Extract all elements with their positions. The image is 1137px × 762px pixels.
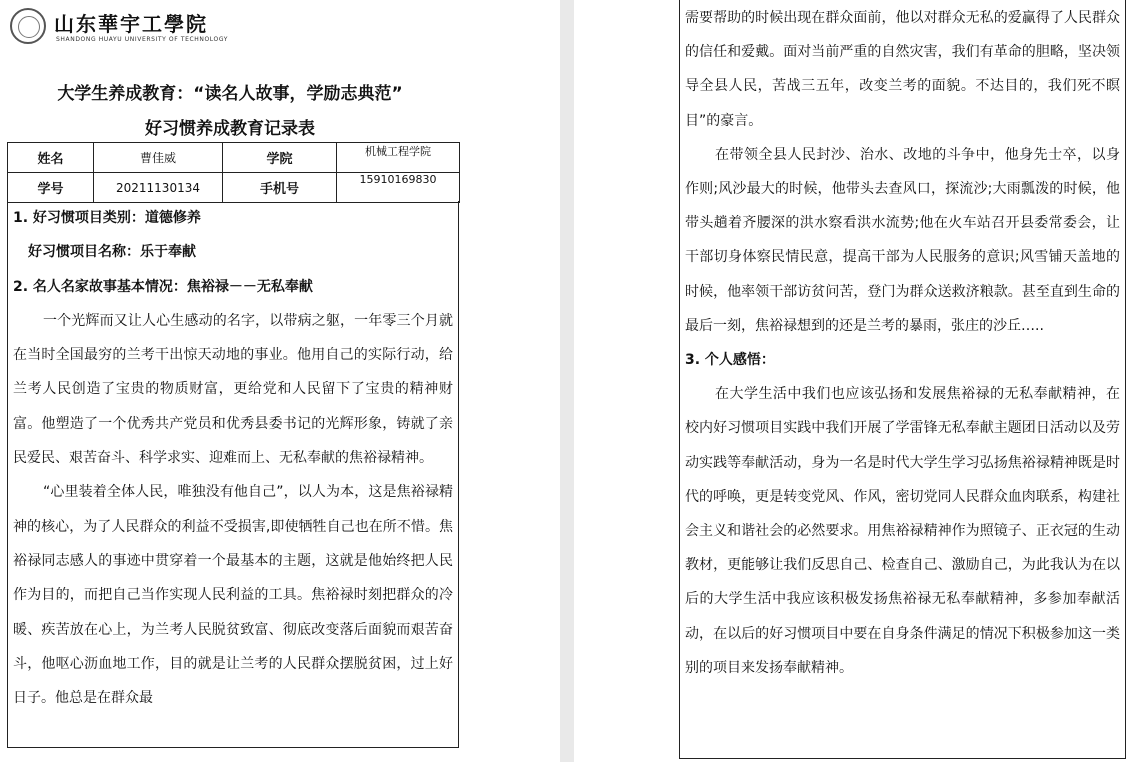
story-paragraph-3: 在带领全县人民封沙、治水、改地的斗争中，他身先士卒，以身作则;风沙最大的时候，他带头去查风口，探流沙;大雨瓢泼的时候，他带头趟着齐腰深的洪水察看洪水流势;他在火车站召开县委常委会，让干部切身体察民情民意，提高干部为人民服务的意识;风雪铺天盖地的时候，他率领干部访贫问苦，登门为群众送救济粮款。甚至直到生命的最后一刻，焦裕禄想到的还是兰考的暴雨，张庄的沙丘….. (685, 146, 1120, 334)
university-logo (10, 8, 229, 48)
story-heading: 2. 名人名家故事基本情况：焦裕禄－－无私奉献 (13, 278, 313, 295)
university-name-cn: 山东華宇工學院 (54, 12, 208, 36)
student-id-label: 学号 (8, 173, 94, 203)
record-body-part-1 (7, 201, 459, 748)
university-name-en: SHANDONG HUAYU UNIVERSITY OF TECHNOLOGY (56, 36, 229, 43)
page-gap (560, 0, 574, 762)
student-id-value: 20211130134 (94, 173, 223, 203)
name-label: 姓名 (8, 143, 94, 173)
college-value: 机械工程学院 (337, 143, 460, 173)
document-page-1 (0, 0, 560, 762)
reflection-heading: 3. 个人感悟： (685, 352, 775, 369)
document-subtitle: 好习惯养成教育记录表 (145, 119, 315, 139)
phone-label: 手机号 (223, 173, 337, 203)
college-label: 学院 (223, 143, 337, 173)
document-page-2 (574, 0, 1137, 762)
habit-category: 1. 好习惯项目类别：道德修养 (13, 210, 201, 226)
name-value: 曹佳威 (94, 143, 223, 173)
story-paragraph-2: “心里装着全体人民，唯独没有他自己”，以人为本，这是焦裕禄精神的核心，为了人民群众的利益不受损害,即使牺牲自己也在所不惜。焦裕禄同志感人的事迹中贯穿着一个最基本的主题，这就是他始终把人民作为目的，而把自己当作实现人民利益的工具。焦裕禄时刻把群众的冷暖、疾苦放在心上，为兰考人民脱贫致富、彻底改变落后面貌而艰苦奋斗，他呕心沥血地工作，目的就是让兰考的人民群众摆脱贫困，过上好日子。他总是在群众最 (13, 484, 453, 707)
student-info-table (7, 142, 460, 203)
university-seal-icon (10, 8, 46, 44)
document-title: 大学生养成教育：“读名人故事，学励志典范” (57, 84, 403, 104)
phone-value: 15910169830 (337, 173, 460, 203)
habit-project-name: 好习惯项目名称：乐于奉献 (28, 244, 196, 261)
reflection-paragraph: 在大学生活中我们也应该弘扬和发展焦裕禄的无私奉献精神，在校内好习惯项目实践中我们开展了学雷锋无私奉献主题团日活动以及劳动实践等奉献活动，身为一名是时代大学生学习弘扬焦裕禄精神既是时代的呼唤，更是转变党风、作风，密切党同人民群众血肉联系，构建社会主义和谐社会的必然要求。用焦裕禄精神作为照镜子、正衣冠的生动教材，更能够让我们反思自己、检查自己、激励自己，为此我认为在以后的大学生活中我应该积极发扬焦裕禄无私奉献精神，多参加奉献活动，在以后的好习惯项目中要在自身条件满足的情况下积极参加这一类别的项目来发扬奉献精神。 (685, 386, 1120, 676)
story-paragraph-2-continued: 需要帮助的时候出现在群众面前，他以对群众无私的爱赢得了人民群众的信任和爱戴。面对当前严重的自然灾害，我们有革命的胆略，坚决领导全县人民，苦战三五年，改变兰考的面貌。不达目的，我们死不瞑目”的豪言。 (685, 10, 1120, 129)
table-row (8, 143, 460, 173)
story-paragraph-1: 一个光辉而又让人心生感动的名字，以带病之躯，一年零三个月就在当时全国最穷的兰考干出惊天动地的事业。他用自己的实际行动，给兰考人民创造了宝贵的物质财富，更给党和人民留下了宝贵的精神财富。他塑造了一个优秀共产党员和优秀县委书记的光辉形象，铸就了亲民爱民、艰苦奋斗、科学求实、迎难而上、无私奉献的焦裕禄精神。 (13, 312, 453, 467)
record-body-part-2 (679, 0, 1126, 759)
table-row (8, 173, 460, 203)
